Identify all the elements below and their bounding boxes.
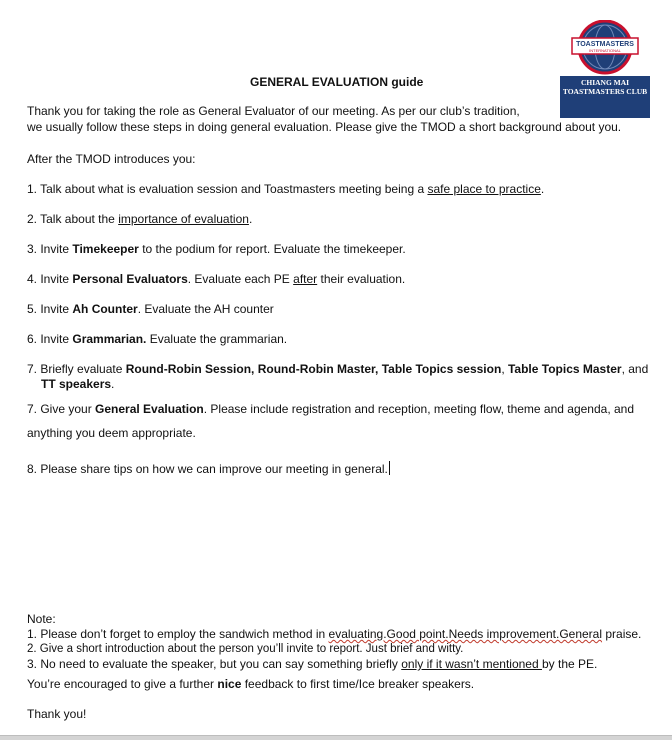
step-2-underlined: importance of evaluation bbox=[118, 212, 249, 226]
step-7b bbox=[27, 402, 634, 417]
logo-club-band bbox=[560, 76, 650, 118]
logo-club-line2: TOASTMASTERS CLUB bbox=[562, 87, 648, 96]
step-1-text: 1. Talk about what is evaluation session and Toastmasters meeting being a bbox=[27, 182, 428, 196]
step-7a-sep: , bbox=[501, 362, 508, 376]
step-7a-text: 7. Briefly evaluate bbox=[27, 362, 126, 376]
note-3-underlined: only if it wasn’t mentioned bbox=[401, 657, 542, 671]
note-1-text: 1. Please don’t forget to employ the sandwich method in bbox=[27, 627, 329, 641]
step-3 bbox=[27, 242, 406, 257]
note-3-suffix: by the PE. bbox=[541, 657, 598, 671]
text-cursor bbox=[389, 461, 390, 475]
note-1-suffix: praise. bbox=[602, 627, 642, 641]
step-7a-bold-1: Round-Robin Session, Round-Robin Master, Table Topics session bbox=[125, 362, 502, 376]
step-7a-bold-3: TT speakers bbox=[41, 377, 112, 391]
thank-you-text: Thank you! bbox=[27, 707, 87, 721]
note-1 bbox=[27, 627, 641, 642]
note-1-spellcheck-underlined: evaluating.Good point.Needs improvement.General bbox=[328, 627, 603, 641]
step-5-bold: Ah Counter bbox=[72, 302, 138, 316]
step-6 bbox=[27, 332, 287, 347]
step-6-bold: Grammarian. bbox=[72, 332, 147, 346]
step-4-text: 4. Invite bbox=[27, 272, 73, 286]
intro-line-1: Thank you for taking the role as General Evaluator of our meeting. As per our club’s tradition, bbox=[27, 104, 520, 118]
step-7a bbox=[27, 362, 648, 377]
step-3-suffix: to the podium for report. Evaluate the timekeeper. bbox=[138, 242, 406, 256]
note-4-text: You’re encouraged to give a further bbox=[27, 677, 218, 691]
step-7b-suffix: . Please include registration and reception, meeting flow, theme and agenda, and bbox=[203, 402, 635, 416]
step-8[interactable] bbox=[27, 461, 390, 477]
step-3-bold: Timekeeper bbox=[72, 242, 139, 256]
step-1-suffix: . bbox=[540, 182, 545, 196]
step-4-mid: . Evaluate each PE bbox=[187, 272, 294, 286]
step-1 bbox=[27, 182, 544, 197]
step-6-text: 6. Invite bbox=[27, 332, 73, 346]
note-4-suffix: feedback to first time/Ice breaker speakers. bbox=[241, 677, 475, 691]
step-7a-mid: , and bbox=[621, 362, 649, 376]
step-5-suffix: . Evaluate the AH counter bbox=[137, 302, 274, 316]
club-logo bbox=[560, 20, 650, 100]
step-7b-bold: General Evaluation bbox=[95, 402, 204, 416]
note-4 bbox=[27, 677, 474, 692]
note-4-bold: nice bbox=[217, 677, 242, 691]
note-3-text: 3. No need to evaluate the speaker, but you can say something briefly bbox=[27, 657, 402, 671]
note-2: 2. Give a short introduction about the person you’ll invite to report. Just brief and witty. bbox=[27, 643, 464, 655]
step-2-text: 2. Talk about the bbox=[27, 212, 119, 226]
step-4-suffix: their evaluation. bbox=[317, 272, 406, 286]
step-2-suffix: . bbox=[248, 212, 253, 226]
step-7a-suffix: . bbox=[111, 377, 115, 391]
step-1-underlined: safe place to practice bbox=[427, 182, 541, 196]
logo-club-line1: CHIANG MAI bbox=[580, 78, 630, 87]
step-6-suffix: Evaluate the grammarian. bbox=[146, 332, 288, 346]
step-3-text: 3. Invite bbox=[27, 242, 73, 256]
step-5 bbox=[27, 302, 274, 317]
note-3 bbox=[27, 657, 597, 672]
step-7b-text: 7. Give your bbox=[27, 402, 96, 416]
step-7b-continued: anything you deem appropriate. bbox=[27, 426, 196, 440]
step-4-underlined: after bbox=[293, 272, 318, 286]
step-4-bold: Personal Evaluators bbox=[72, 272, 188, 286]
step-7a-continued bbox=[41, 377, 114, 392]
logo-subbrand-text: INTERNATIONAL bbox=[589, 48, 621, 53]
window-bottom-edge bbox=[0, 735, 672, 740]
logo-brand-text: TOASTMASTERS bbox=[576, 41, 634, 48]
step-5-text: 5. Invite bbox=[27, 302, 73, 316]
intro-line-2: we usually follow these steps in doing general evaluation. Please give the TMOD a short background about you. bbox=[27, 120, 622, 134]
document-title: GENERAL EVALUATION guide bbox=[250, 75, 424, 89]
step-4 bbox=[27, 272, 405, 287]
step-2 bbox=[27, 212, 252, 227]
step-7a-bold-2: Table Topics Master bbox=[507, 362, 622, 376]
note-heading: Note: bbox=[27, 612, 56, 626]
step-8-text: 8. Please share tips on how we can improve our meeting in general. bbox=[27, 462, 388, 476]
after-tmod-text: After the TMOD introduces you: bbox=[27, 152, 196, 166]
